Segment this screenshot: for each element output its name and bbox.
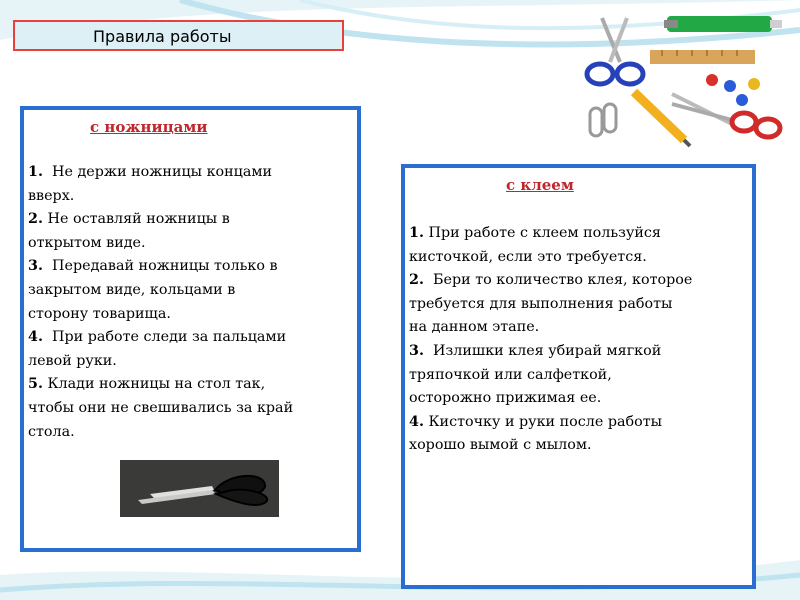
glue-rule-3 [409,340,692,411]
rule-text: осторожно прижимая ее. [409,390,602,407]
rule-text: Излишки клея убирай мягкой [433,342,662,359]
rule-text: на данном этапе. [409,319,540,336]
rule-text: открытом виде. [28,234,146,251]
rule-text: Клади ножницы на стол так, [47,376,266,393]
rule-number: 3. [28,258,43,275]
rule-text: закрытом виде, кольцами в [28,281,236,298]
push-pins-icon [706,74,760,106]
blue-scissors-icon [587,18,643,84]
scissors-rule-3 [28,255,293,326]
rule-text: Кисточку и руки после работы [428,413,663,430]
rule-number: 4. [28,329,43,346]
rule-text: стола. [28,423,75,440]
rule-text: тряпочкой или салфеткой, [409,366,612,383]
rule-number: 1. [28,164,43,180]
scissors-rule-1 [28,161,293,208]
paper-clips-icon [590,104,616,136]
glue-rule-1 [409,222,692,269]
scissors-heading: с ножницами [90,118,208,136]
rule-text: При работе с клеем пользуйся [428,225,661,241]
rule-number: 2. [28,211,43,228]
page-title: Правила работы [93,27,232,46]
rule-text: сторону товарища. [28,305,171,322]
school-tools-clipart-icon [572,12,784,150]
rule-text: хорошо вымой с мылом. [409,437,592,454]
scissors-rule-5 [28,373,293,444]
scissors-photo-icon [120,460,279,517]
rule-text: левой руки. [28,352,117,369]
rule-number: 2. [409,272,424,289]
utility-knife-icon [664,16,782,32]
scissors-rule-2 [28,208,293,255]
red-scissors-icon [672,94,780,137]
ruler-icon [650,50,755,64]
rule-text: Не оставляй ножницы в [47,211,230,228]
glue-rules-card [401,164,756,589]
rule-number: 5. [28,376,43,393]
rule-text: Передавай ножницы только в [52,258,278,275]
glue-heading: с клеем [506,176,574,194]
rule-text: чтобы они не свешивались за край [28,399,294,416]
rule-text: Бери то количество клея, которое [433,272,693,289]
scissors-rule-4 [28,326,293,373]
scissors-rules-list [28,161,293,444]
rule-number: 3. [409,342,424,359]
glue-rules-list [409,222,692,458]
rule-text: требуется для выполнения работы [409,295,673,312]
rule-text: кисточкой, если это требуется. [409,248,647,265]
glue-rule-2 [409,269,692,340]
rule-number: 1. [409,225,424,241]
rule-text: вверх. [28,187,75,204]
rule-text: Не держи ножницы концами [52,164,273,180]
title-banner [13,20,344,51]
rule-number: 4. [409,413,424,430]
glue-rule-4 [409,411,692,458]
rule-text: При работе следи за пальцами [52,329,287,346]
